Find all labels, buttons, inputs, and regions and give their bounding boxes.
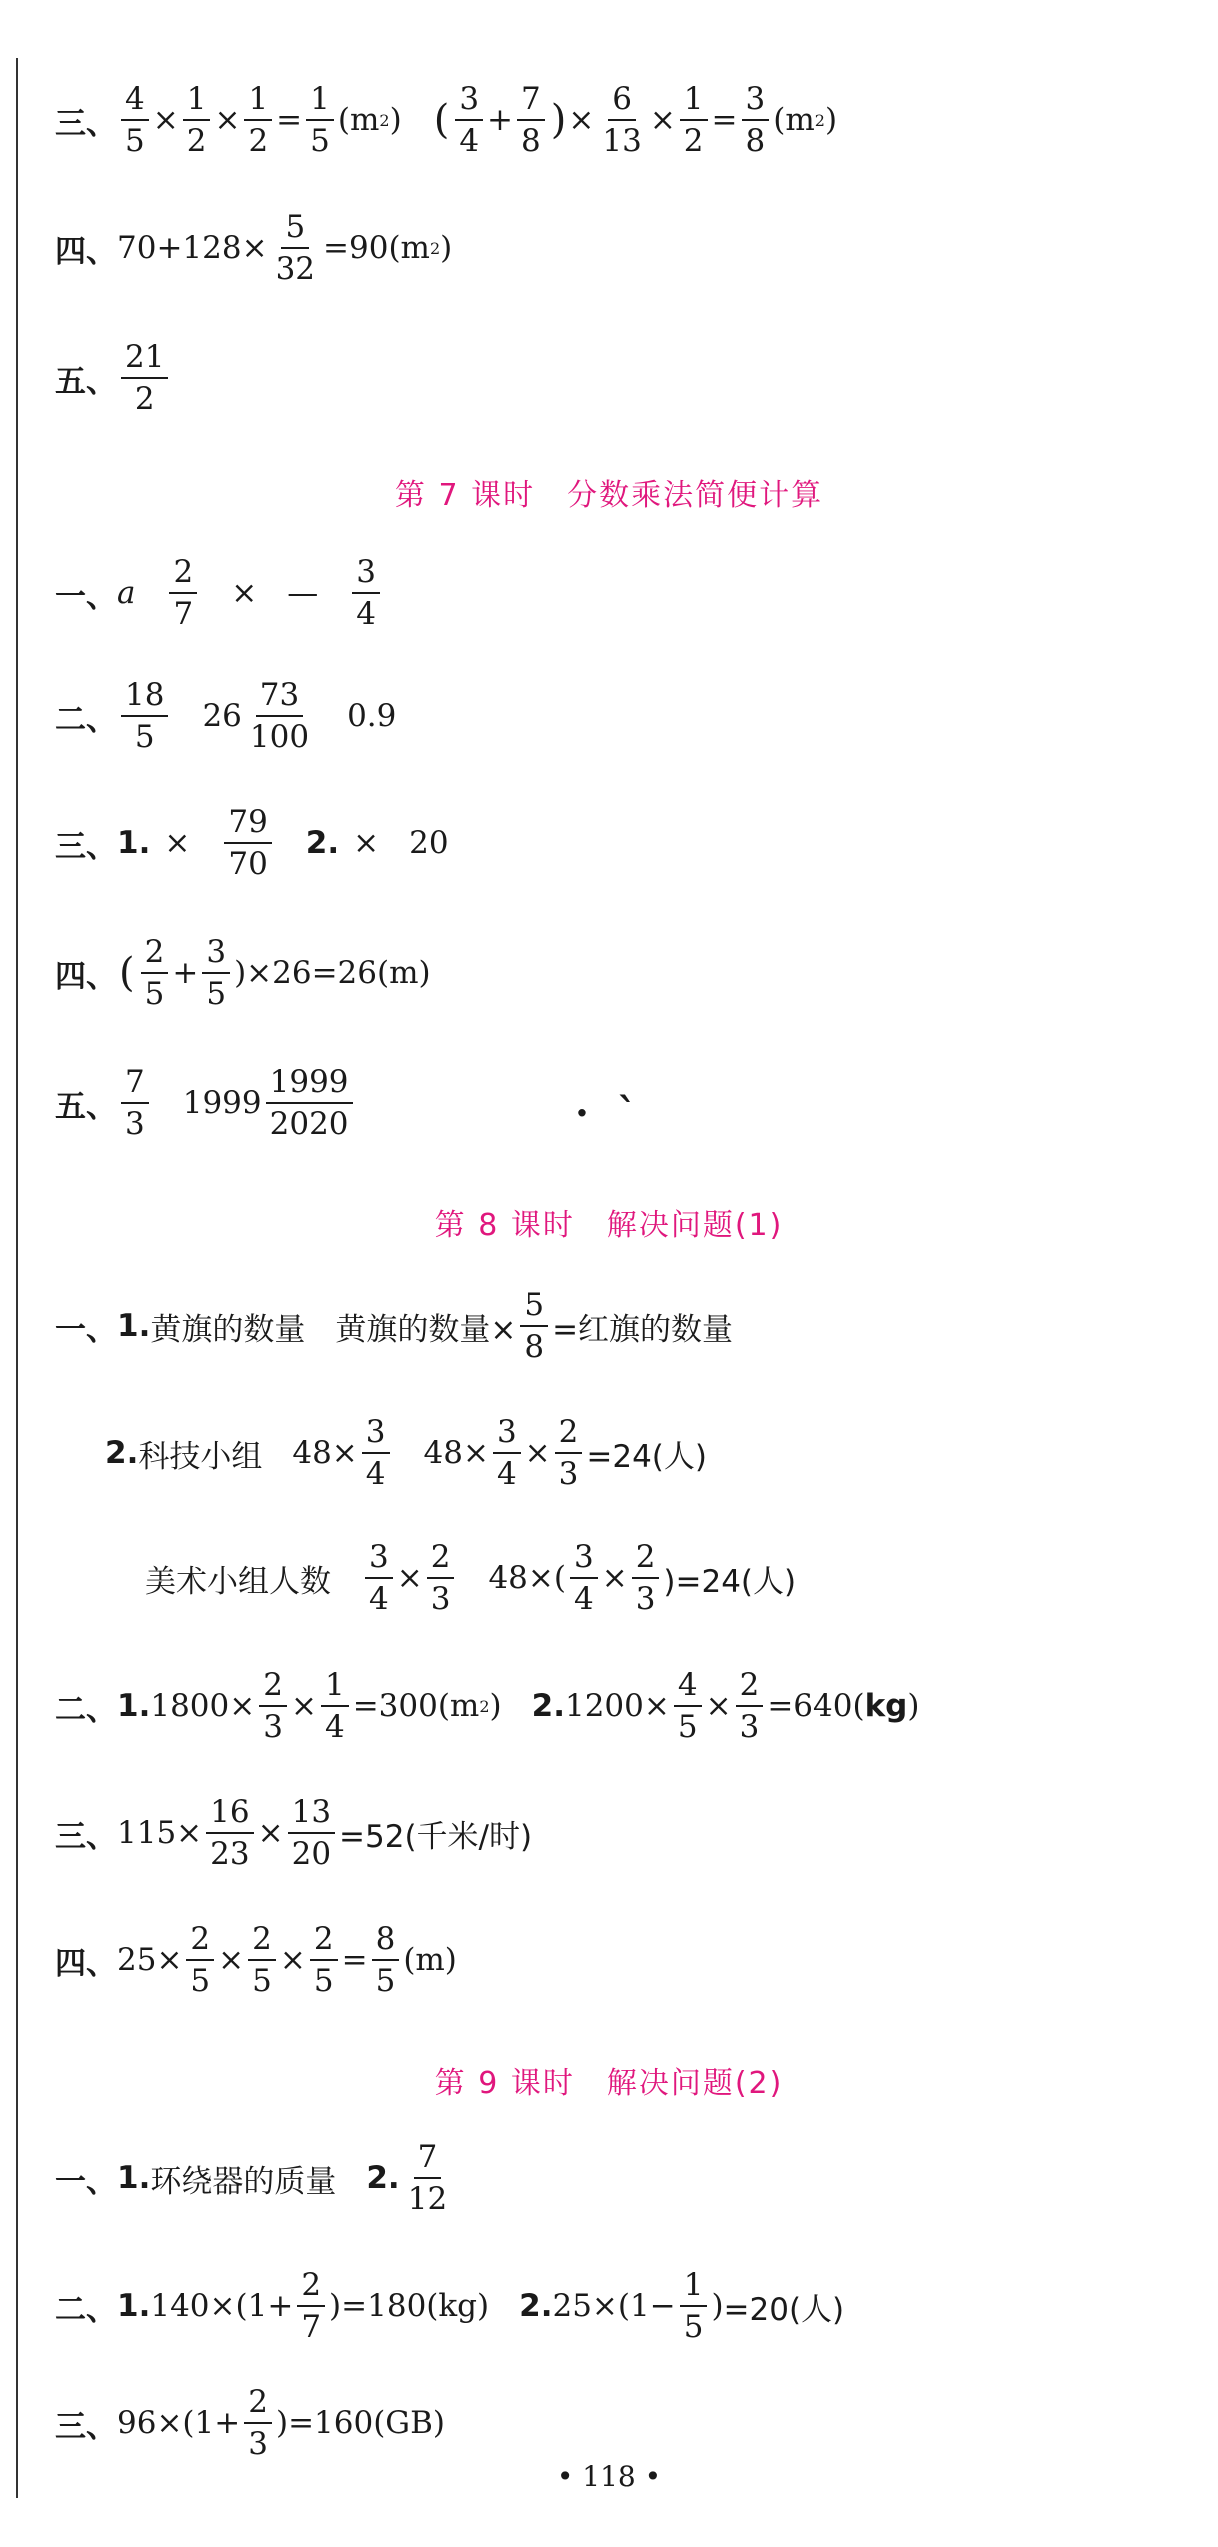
- fraction: $\frac{1999}{2020}$: [266, 1065, 353, 1141]
- item-label: 三、: [55, 105, 117, 142]
- fraction: $\frac{8}{5}$: [372, 1922, 400, 1998]
- l7-row-4: 四、 ( $\frac{2}{5}$ + $\frac{3}{5}$ )×26=26(m): [55, 934, 431, 1013]
- item-label: 五、: [55, 363, 117, 400]
- fraction: $\frac{18}{5}$: [121, 678, 168, 754]
- fraction: $\frac{3}{4}$: [352, 555, 380, 631]
- fraction: $\frac{13}{20}$: [288, 1795, 335, 1871]
- fraction: $\frac{5}{8}$: [520, 1288, 548, 1364]
- margin-line: [16, 58, 18, 2498]
- answer-row-5: [55, 340, 172, 416]
- fraction: $\frac{1}{5}$: [680, 2268, 708, 2344]
- l7-row-3: 三、 1. × $\frac{79}{70}$ 2. × 20: [55, 804, 449, 883]
- fraction: $\frac{16}{23}$: [206, 1795, 253, 1871]
- stray-marks: · ˋ: [575, 1090, 637, 1137]
- fraction: $\frac{5}{32}$: [275, 209, 316, 288]
- fraction: $\frac{1}{2}$: [244, 82, 272, 158]
- fraction: $\frac{2}{7}$: [169, 555, 197, 631]
- fraction: $\frac{7}{12}$: [407, 2139, 448, 2218]
- fraction: $\frac{1}{5}$: [306, 82, 334, 158]
- l7-row-2: 二、 $\frac{18}{5}$ 26 $\frac{73}{100}$ 0.9: [55, 677, 397, 756]
- fraction: $\frac{3}{4}$: [365, 1540, 393, 1616]
- fraction: $\frac{2}{3}$: [259, 1668, 287, 1744]
- fraction: $\frac{1}{4}$: [321, 1668, 349, 1744]
- l8-row-6: 四、 25× $\frac{2}{5}$ × $\frac{2}{5}$ × $\frac{2}{5}$ = $\frac{8}{5}$ (m): [55, 1921, 457, 2000]
- fraction: $\frac{73}{100}$: [249, 677, 310, 756]
- fraction: $\frac{7}{3}$: [121, 1065, 149, 1141]
- fraction: $\frac{21}{2}$: [121, 340, 168, 416]
- fraction: $\frac{1}{2}$: [183, 82, 211, 158]
- fraction: $\frac{1}{2}$: [680, 82, 708, 158]
- page-number: • 118 •: [556, 2460, 662, 2493]
- fraction: $\frac{2}{3}$: [427, 1540, 455, 1616]
- fraction: $\frac{3}{4}$: [570, 1540, 598, 1616]
- fraction: $\frac{3}{4}$: [362, 1415, 390, 1491]
- l8-row-4: 二、 1. 1800× $\frac{2}{3}$ × $\frac{1}{4}$ =300(m 2 ) 2. 1200× $\frac{4}{5}$ × $\frac{2}{3}$ =640( kg ): [55, 1667, 920, 1746]
- fraction: $\frac{2}{7}$: [297, 2268, 325, 2344]
- l9-row-3: 三、 96× (1+ $\frac{2}{3}$ ) =160(GB): [55, 2384, 445, 2463]
- fraction: $\frac{2}{5}$: [310, 1922, 338, 1998]
- fraction: $\frac{3}{4}$: [493, 1415, 521, 1491]
- fraction: $\frac{2}{3}$: [555, 1415, 583, 1491]
- fraction: $\frac{3}{8}$: [742, 82, 770, 158]
- lesson-9-title: 第 9 课时 解决问题(2): [434, 2066, 784, 2101]
- l8-row-1: 一、 1. 黄旗的数量 黄旗的数量× $\frac{5}{8}$ =红旗的数量: [55, 1287, 734, 1366]
- item-label: 四、: [55, 233, 117, 270]
- fraction: $\frac{6}{13}$: [602, 81, 642, 160]
- fraction: $\frac{3}{5}$: [202, 935, 230, 1011]
- fraction: $\frac{2}{3}$: [632, 1540, 660, 1616]
- fraction: $\frac{4}{5}$: [121, 82, 149, 158]
- fraction: $\frac{2}{3}$: [736, 1668, 764, 1744]
- answer-row-3: 三、 $\frac{4}{5}$ × $\frac{1}{2}$ × $\frac{1}{2}$ = $\frac{1}{5}$ ( m 2 ) ( $\frac{3}{4}$ + $\frac{7}{8}$ ) × $\frac{6}{13}$ × $\frac{1}{2}$ = $\frac{3}{8}$ ( m 2 ): [55, 81, 838, 160]
- lesson-7-title: 第 7 课时 分数乘法简便计算: [394, 478, 824, 513]
- answer-row-4: 四、 70+128× $\frac{5}{32}$ =90(m 2 ): [55, 209, 453, 288]
- l8-row-3: 美术小组人数 $\frac{3}{4}$ × $\frac{2}{3}$ 48×( $\frac{3}{4}$ × $\frac{2}{3}$ )=24(人): [145, 1539, 797, 1618]
- l7-row-5: 五、 $\frac{7}{3}$ 1999 $\frac{1999}{2020}$: [55, 1065, 357, 1141]
- fraction: $\frac{3}{4}$: [455, 82, 483, 158]
- l8-row-2: 2. 科技小组 48× $\frac{3}{4}$ 48× $\frac{3}{4}$ × $\frac{2}{3}$ =24(人): [105, 1414, 707, 1493]
- fraction: $\frac{2}{5}$: [186, 1922, 214, 1998]
- fraction: $\frac{2}{3}$: [244, 2385, 272, 2461]
- fraction: $\frac{4}{5}$: [674, 1668, 702, 1744]
- fraction: $\frac{2}{5}$: [248, 1922, 276, 1998]
- l9-row-2: 二、 1. 140× (1+ $\frac{2}{7}$ ) =180(kg) 2. 25× (1− $\frac{1}{5}$ ) =20(人): [55, 2267, 845, 2346]
- fraction: $\frac{79}{70}$: [224, 805, 271, 881]
- lesson-8-title: 第 8 课时 解决问题(1): [434, 1208, 784, 1243]
- fraction: $\frac{2}{5}$: [141, 935, 169, 1011]
- l7-row-1: 一、 a $\frac{2}{7}$ × — $\frac{3}{4}$: [55, 555, 384, 631]
- fraction: $\frac{7}{8}$: [517, 82, 545, 158]
- l8-row-5: 三、 115× $\frac{16}{23}$ × $\frac{13}{20}$ =52(千米/时): [55, 1794, 533, 1873]
- l9-row-1: 一、 1. 环绕器的质量 2. $\frac{7}{12}$: [55, 2140, 455, 2216]
